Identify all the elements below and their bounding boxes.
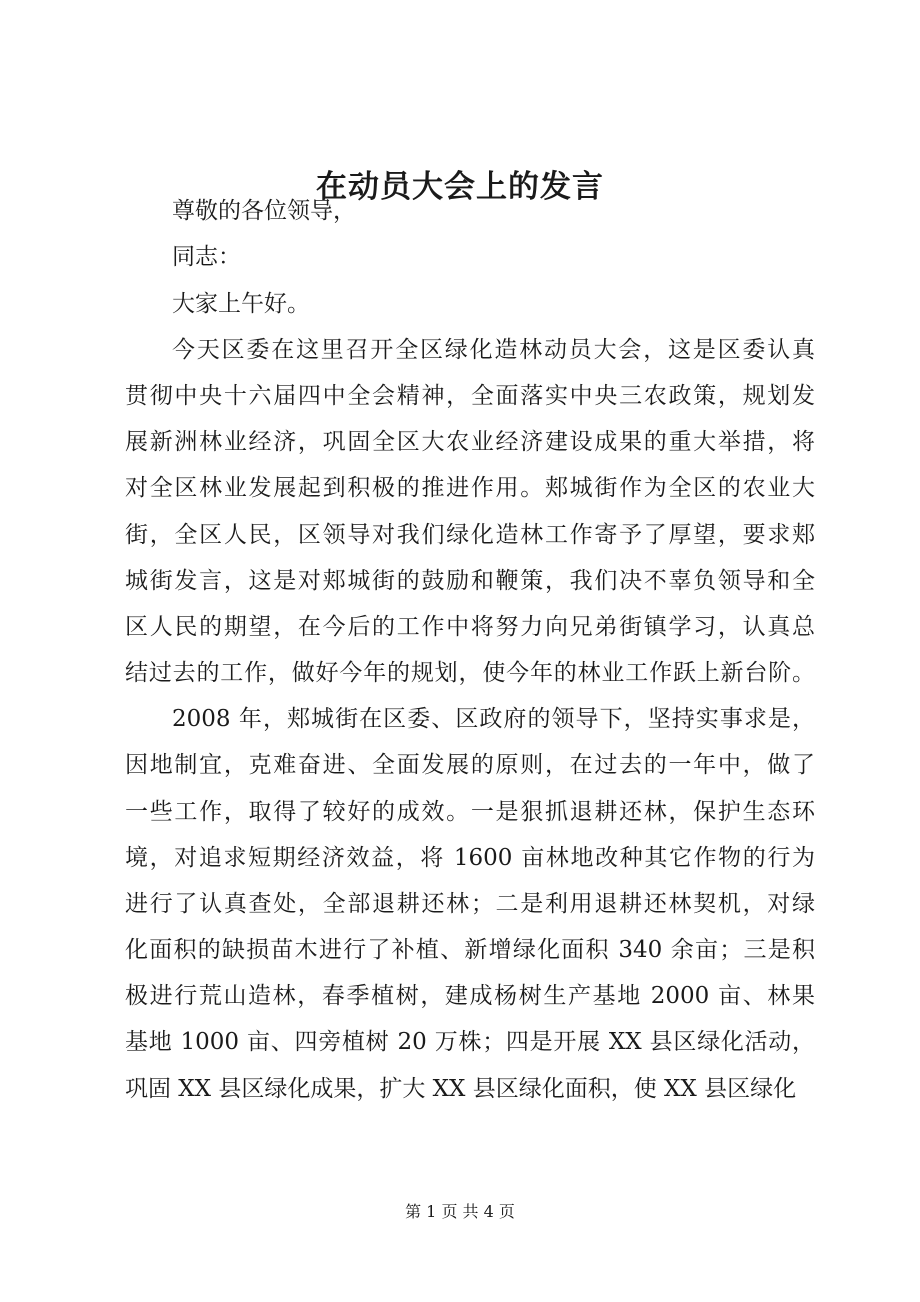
- paragraph-line: 极进行荒山造林，春季植树，建成杨树生产基地 2000 亩、林果: [125, 983, 815, 1009]
- paragraph-line: 巩固 XX 县区绿化成果，扩大 XX 县区绿化面积，使 XX 县区绿化: [125, 1076, 797, 1102]
- document-title: 在动员大会上的发言: [316, 169, 604, 205]
- paragraph-line: 进行了认真查处，全部退耕还林；二是利用退耕还林契机，对绿: [125, 891, 815, 917]
- salutation-line: 同志：: [172, 244, 241, 270]
- paragraph-line: 2008 年，郏城街在区委、区政府的领导下，坚持实事求是，: [172, 706, 815, 732]
- paragraph-line: 因地制宜，克难奋进、全面发展的原则，在过去的一年中，做了: [125, 752, 815, 778]
- paragraph-line: 区人民的期望，在今后的工作中将努力向兄弟街镇学习，认真总: [125, 614, 815, 640]
- greeting-line: 大家上午好。: [172, 291, 310, 317]
- paragraph-line: 展新洲林业经济，巩固全区大农业经济建设成果的重大举措，将: [125, 429, 815, 455]
- paragraph-line: 一些工作，取得了较好的成效。一是狠抓退耕还林，保护生态环: [125, 799, 815, 825]
- paragraph-line: 街，全区人民，区领导对我们绿化造林工作寄予了厚望，要求郏: [125, 522, 815, 548]
- salutation-line: 尊敬的各位领导，: [172, 198, 356, 224]
- paragraph-line: 对全区林业发展起到积极的推进作用。郏城街作为全区的农业大: [125, 475, 815, 501]
- paragraph-line: 今天区委在这里召开全区绿化造林动员大会，这是区委认真: [172, 337, 815, 363]
- paragraph-line: 结过去的工作，做好今年的规划，使今年的林业工作跃上新台阶。: [125, 660, 815, 686]
- paragraph-line: 境，对追求短期经济效益，将 1600 亩林地改种其它作物的行为: [125, 845, 815, 871]
- paragraph-line: 贯彻中央十六届四中全会精神，全面落实中央三农政策，规划发: [125, 383, 815, 409]
- paragraph-line: 化面积的缺损苗木进行了补植、新增绿化面积 340 余亩；三是积: [125, 937, 815, 963]
- page-footer: 第 1 页 共 4 页: [405, 1202, 515, 1221]
- paragraph-line: 城街发言，这是对郏城街的鼓励和鞭策，我们决不辜负领导和全: [125, 568, 815, 594]
- paragraph-line: 基地 1000 亩、四旁植树 20 万株；四是开展 XX 县区绿化活动，: [125, 1029, 815, 1055]
